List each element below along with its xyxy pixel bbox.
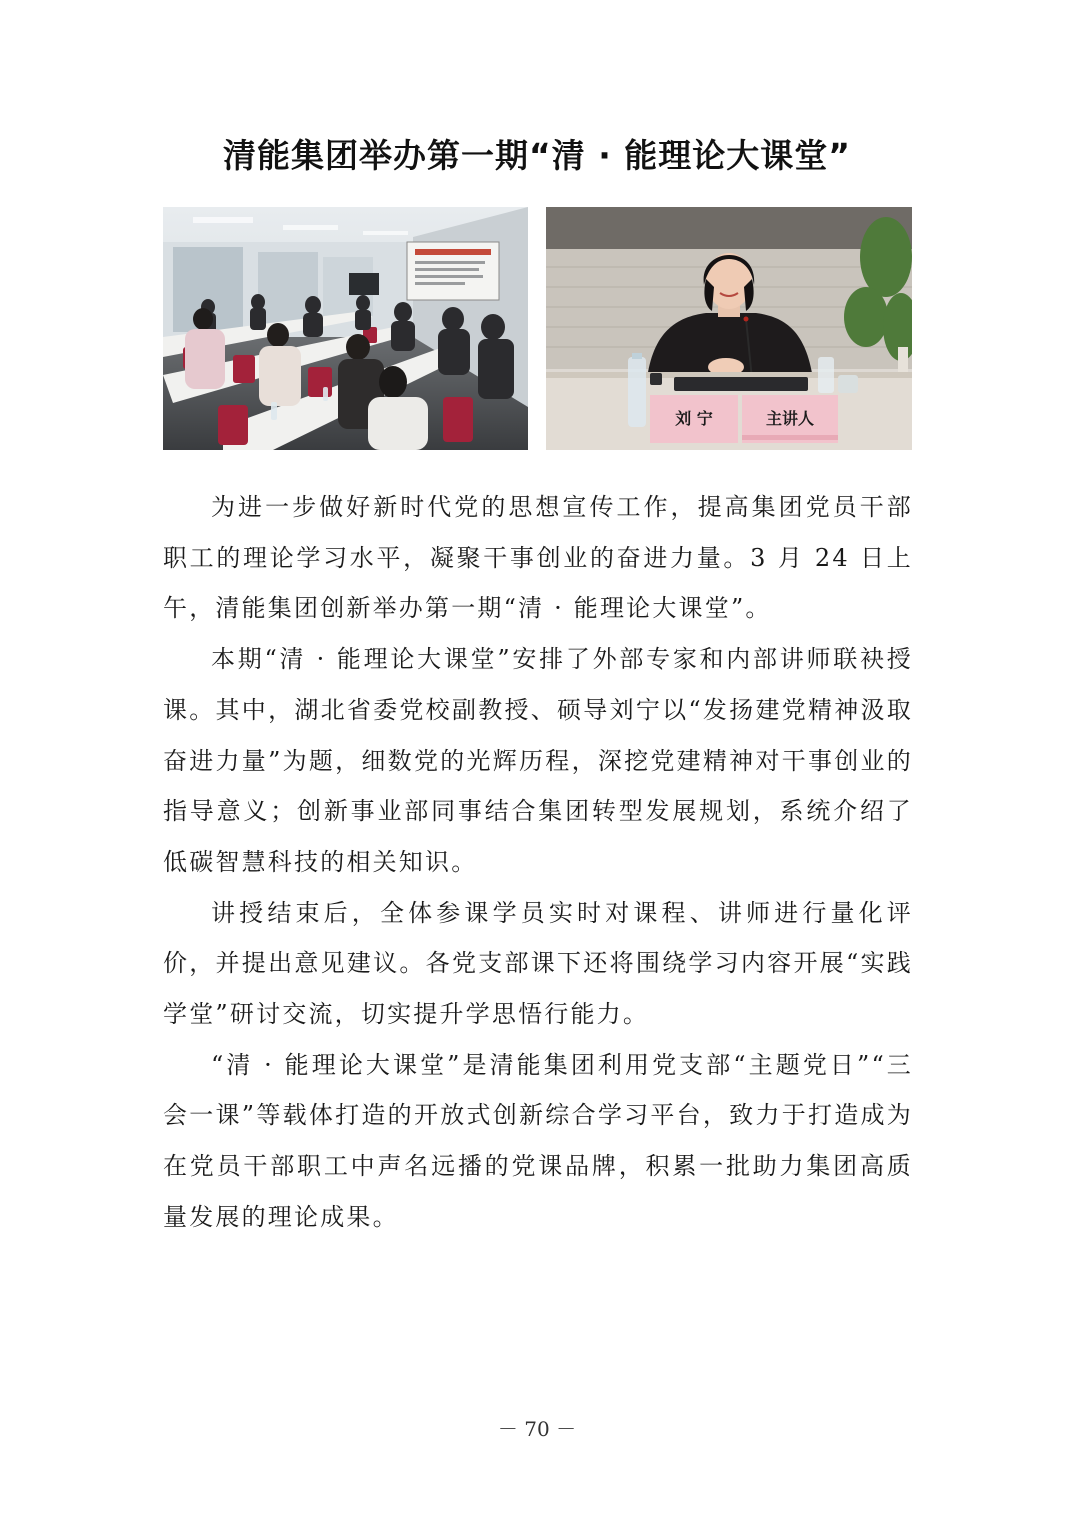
nameplate-name: 刘 宁 bbox=[675, 409, 713, 428]
paragraph-4: “清 · 能理论大课堂”是清能集团利用党支部“主题党日”“三会一课”等载体打造的开放式创新综合学习平台，致力于打造成为在党员干部职工中声名远播的党课品牌，积累一批助力集团高质量发展的理论成果。 bbox=[163, 1050, 913, 1231]
paragraph-3: 讲授结束后，全体参课学员实时对课程、讲师进行量化评价，并提出意见建议。各党支部课下还将围绕学习内容开展“实践学堂”研讨交流，切实提升学思悟行能力。 bbox=[163, 898, 913, 1029]
lecturer-photo-image bbox=[546, 207, 912, 450]
classroom-photo bbox=[163, 207, 528, 450]
classroom-photo-image bbox=[163, 207, 528, 450]
article-body bbox=[163, 482, 913, 1243]
page-title: 清能集团举办第一期“清 · 能理论大课堂” bbox=[223, 136, 851, 175]
paragraph-1: 为进一步做好新时代党的思想宣传工作，提高集团党员干部职工的理论学习水平，凝聚干事创业的奋进力量。3 月 24 日上午，清能集团创新举办第一期“清 · 能理论大课堂”。 bbox=[163, 493, 913, 623]
nameplate-role: 主讲人 bbox=[765, 409, 815, 428]
paragraph-2: 本期“清 · 能理论大课堂”安排了外部专家和内部讲师联袂授课。其中，湖北省委党校副教授、硕导刘宁以“发扬建党精神汲取奋进力量”为题，细数党的光辉历程，深挖党建精神对干事创业的指导意义；创新事业部同事结合集团转型发展规划，系统介绍了低碳智慧科技的相关知识。 bbox=[163, 645, 913, 876]
page-number: － 70 － bbox=[497, 1417, 577, 1441]
lecturer-photo bbox=[546, 207, 912, 450]
